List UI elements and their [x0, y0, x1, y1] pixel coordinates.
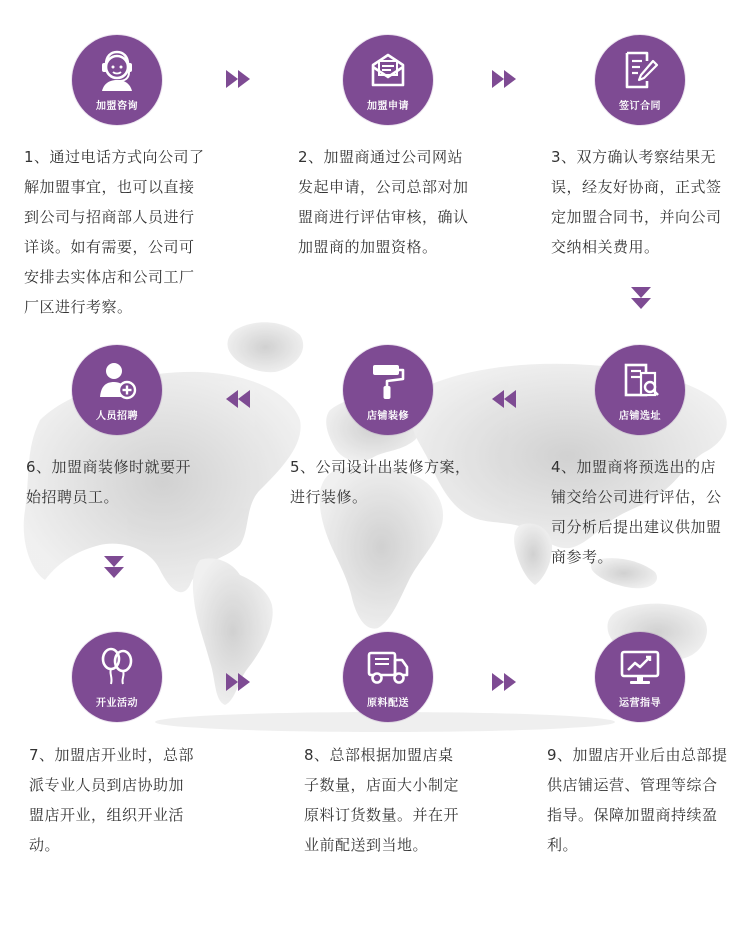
desc-line: 始招聘员工。	[26, 488, 120, 506]
step-3-circle[interactable]	[595, 35, 685, 125]
step-1-description	[24, 142, 205, 322]
step-4-circle[interactable]	[595, 345, 685, 435]
step-9-label: 运营指导	[619, 698, 661, 709]
envelope-icon	[365, 47, 411, 93]
desc-line: 盟店开业，组织开业活	[29, 806, 185, 824]
step-8-circle[interactable]	[343, 632, 433, 722]
step-6-label: 人员招聘	[96, 411, 138, 422]
desc-line: 派专业人员到店协助加	[29, 776, 185, 794]
desc-line: 司分析后提出建议供加盟	[551, 518, 722, 536]
desc-line: 9、加盟店开业后由总部提	[547, 746, 728, 764]
desc-line: 1、通过电话方式向公司了	[24, 148, 205, 166]
balloons-icon	[94, 644, 140, 690]
desc-line: 安排去实体店和公司工厂	[24, 268, 195, 286]
desc-line: 原料订货数量。并在开	[304, 806, 460, 824]
arrow-left-4-to-5	[492, 390, 518, 408]
desc-line: 加盟商的加盟资格。	[298, 238, 438, 256]
desc-line: 7、加盟店开业时，总部	[29, 746, 195, 764]
step-7-label: 开业活动	[96, 698, 138, 709]
store-location-icon	[617, 357, 663, 403]
desc-line: 业前配送到当地。	[304, 836, 429, 854]
arrow-right-7-to-8	[226, 673, 252, 691]
step-1-circle[interactable]	[72, 35, 162, 125]
india-shape	[514, 524, 552, 585]
desc-line: 进行装修。	[290, 488, 368, 506]
desc-line: 到公司与招商部人员进行	[24, 208, 195, 226]
desc-line: 指导。保障加盟商持续盈	[547, 806, 718, 824]
step-5-label: 店铺装修	[367, 411, 409, 422]
step-9-description	[547, 740, 728, 860]
step-2-label: 加盟申请	[367, 101, 409, 112]
step-4-description	[551, 452, 722, 572]
step-1-label: 加盟咨询	[96, 101, 138, 112]
desc-line: 铺交给公司进行评估，公	[551, 488, 722, 506]
desc-line: 2、加盟商通过公司网站	[298, 148, 464, 166]
desc-line: 6、加盟商装修时就要开	[26, 458, 192, 476]
desc-line: 定加盟合同书，并向公司	[551, 208, 722, 226]
arrow-left-5-to-6	[226, 390, 252, 408]
desc-line: 4、加盟商将预选出的店	[551, 458, 717, 476]
desc-line: 误，经友好协商，正式签	[551, 178, 722, 196]
desc-line: 发起申请，公司总部对加	[298, 178, 469, 196]
arrow-down-3-to-4	[631, 287, 651, 311]
step-7-description	[29, 740, 194, 860]
step-3-label: 签订合同	[619, 101, 661, 112]
arrow-right-2-to-3	[492, 70, 518, 88]
desc-line: 解加盟事宜，也可以直接	[24, 178, 195, 196]
desc-line: 交纳相关费用。	[551, 238, 660, 256]
consultant-headset-icon	[94, 47, 140, 93]
desc-line: 供店铺运营、管理等综合	[547, 776, 718, 794]
desc-line: 3、双方确认考察结果无	[551, 148, 717, 166]
step-8-label: 原料配送	[367, 698, 409, 709]
desc-line: 8、总部根据加盟店桌	[304, 746, 454, 764]
desc-line: 商参考。	[551, 548, 614, 566]
user-add-icon	[94, 357, 140, 403]
step-7-circle[interactable]	[72, 632, 162, 722]
paint-roller-icon	[365, 357, 411, 403]
arrow-right-1-to-2	[226, 70, 252, 88]
step-2-description	[298, 142, 469, 262]
desc-line: 厂区进行考察。	[24, 298, 133, 316]
greenland-shape	[227, 322, 303, 372]
arrow-down-6-to-7	[104, 556, 124, 580]
step-9-circle[interactable]	[595, 632, 685, 722]
desc-line: 盟商进行评估审核，确认	[298, 208, 469, 226]
desc-line: 子数量，店面大小制定	[304, 776, 460, 794]
step-5-description	[290, 452, 471, 512]
step-8-description	[304, 740, 459, 860]
delivery-truck-icon	[365, 644, 411, 690]
desc-line: 利。	[547, 836, 579, 854]
step-2-circle[interactable]	[343, 35, 433, 125]
step-4-label: 店铺选址	[619, 411, 661, 422]
step-5-circle[interactable]	[343, 345, 433, 435]
desc-line: 详谈。如有需要，公司可	[24, 238, 195, 256]
monitor-chart-icon	[617, 644, 663, 690]
desc-line: 5、公司设计出装修方案，	[290, 458, 471, 476]
arrow-right-8-to-9	[492, 673, 518, 691]
step-3-description	[551, 142, 722, 262]
desc-line: 动。	[29, 836, 61, 854]
step-6-circle[interactable]	[72, 345, 162, 435]
contract-pen-icon	[617, 47, 663, 93]
step-6-description	[26, 452, 191, 512]
